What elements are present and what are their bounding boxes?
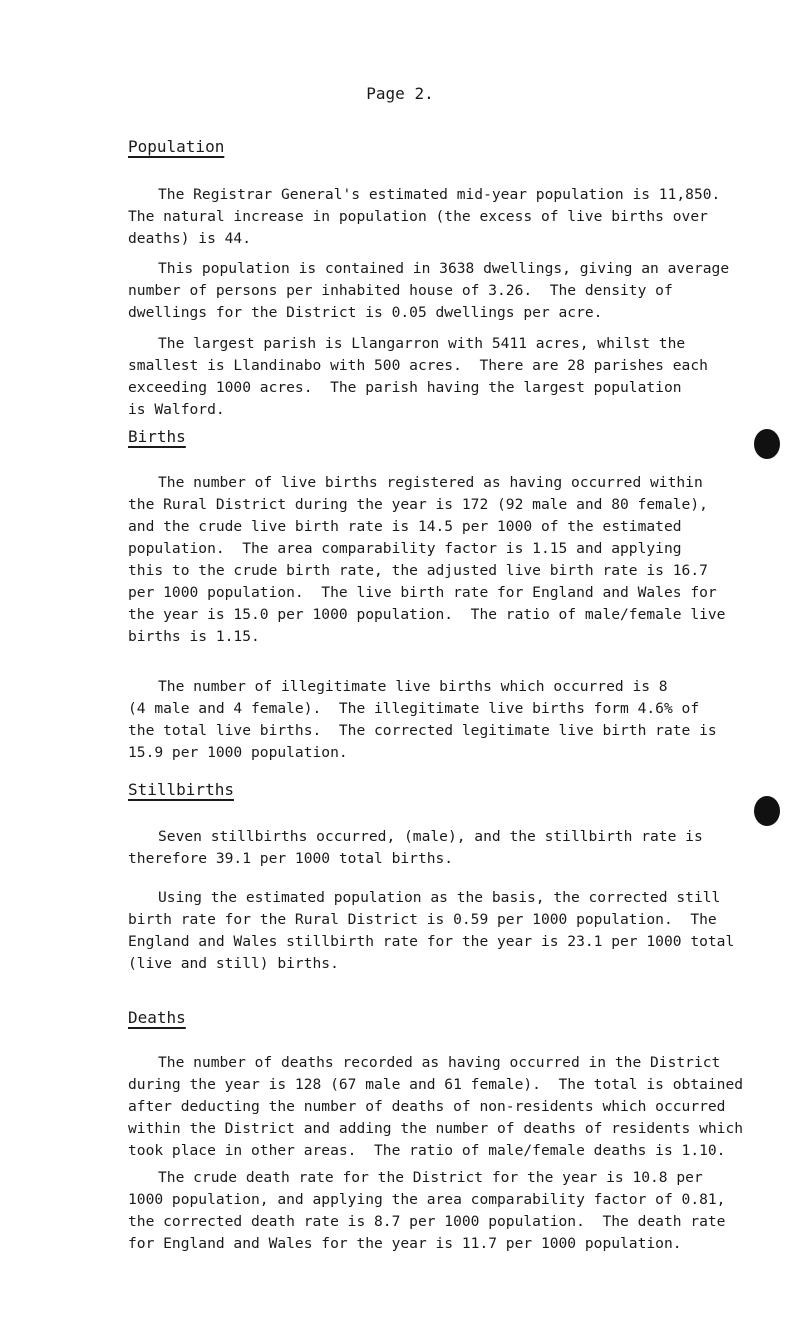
population-paragraph-3 (128, 333, 800, 421)
paragraph-line: The number of illegitimate live births which occurred is 8 (158, 678, 668, 695)
paragraph-line: Using the estimated population as the basis, the corrected still (158, 889, 721, 906)
paragraph-line: The number of deaths recorded as having occurred in the District (158, 1054, 721, 1071)
paragraph-line: 15.9 per 1000 population. (128, 744, 348, 761)
paragraph-line: the total live births. The corrected legitimate live birth rate is (128, 722, 717, 739)
paragraph-line: births is 1.15. (128, 628, 260, 645)
paragraph-line: This population is contained in 3638 dwellings, giving an average (158, 260, 730, 277)
paragraph-line: (4 male and 4 female). The illegitimate live births form 4.6% of (128, 700, 700, 717)
paragraph-line: birth rate for the Rural District is 0.59 per 1000 population. The (128, 911, 717, 928)
paragraph-text (128, 1052, 800, 1162)
births-paragraph-2 (128, 676, 800, 764)
paragraph-line: during the year is 128 (67 male and 61 female). The total is obtained (128, 1076, 744, 1093)
paragraph-line: 1000 population, and applying the area comparability factor of 0.81, (128, 1191, 726, 1208)
paragraph-text (128, 472, 800, 648)
paragraph-text (128, 826, 800, 870)
paragraph-line: The crude death rate for the District for the year is 10.8 per (158, 1169, 703, 1186)
paragraph-line: (live and still) births. (128, 955, 339, 972)
paragraph-line: smallest is Llandinabo with 500 acres. There are 28 parishes each (128, 357, 708, 374)
paragraph-line: exceeding 1000 acres. The parish having the largest population (128, 379, 682, 396)
punch-hole-mark (754, 796, 780, 826)
paragraph-line: the corrected death rate is 8.7 per 1000 population. The death rate (128, 1213, 726, 1230)
births-heading-block (128, 427, 788, 446)
paragraph-text (128, 333, 800, 421)
paragraph-line: The number of live births registered as having occurred within (158, 474, 703, 491)
deaths-paragraph-2 (128, 1167, 800, 1255)
paragraph-line: The Registrar General's estimated mid-year population is 11,850. (158, 186, 721, 203)
paragraph-line: after deducting the number of deaths of non-residents which occurred (128, 1098, 726, 1115)
punch-hole-mark (754, 429, 780, 459)
population-heading-block (128, 137, 788, 156)
paragraph-text (128, 258, 800, 324)
paragraph-line: within the District and adding the number of deaths of residents which (128, 1120, 744, 1137)
paragraph-line: Seven stillbirths occurred, (male), and the stillbirth rate is (158, 828, 703, 845)
paragraph-line: and the crude live birth rate is 14.5 per 1000 of the estimated (128, 518, 682, 535)
paragraph-line: The largest parish is Llangarron with 5411 acres, whilst the (158, 335, 686, 352)
page-number: Page 2. (366, 84, 434, 103)
stillbirths-heading: Stillbirths (128, 780, 234, 799)
paragraph-line: this to the crude birth rate, the adjusted live birth rate is 16.7 (128, 562, 708, 579)
paragraph-text (128, 1167, 800, 1255)
paragraph-line: deaths) is 44. (128, 230, 252, 247)
paragraph-line: number of persons per inhabited house of 3.26. The density of (128, 282, 673, 299)
paragraph-line: per 1000 population. The live birth rate for England and Wales for (128, 584, 717, 601)
births-paragraph-1 (128, 472, 800, 648)
stillbirths-paragraph-2 (128, 887, 800, 975)
paragraph-line: England and Wales stillbirth rate for the year is 23.1 per 1000 total (128, 933, 735, 950)
paragraph-text (128, 887, 800, 975)
paragraph-line: population. The area comparability factor is 1.15 and applying (128, 540, 682, 557)
deaths-paragraph-1 (128, 1052, 800, 1162)
paragraph-line: therefore 39.1 per 1000 total births. (128, 850, 454, 867)
deaths-heading: Deaths (128, 1008, 186, 1027)
paragraph-text (128, 676, 800, 764)
population-paragraph-1 (128, 184, 800, 250)
paragraph-line: The natural increase in population (the excess of live births over (128, 208, 708, 225)
deaths-heading-block (128, 1008, 788, 1027)
paragraph-line: dwellings for the District is 0.05 dwellings per acre. (128, 304, 603, 321)
population-paragraph-2 (128, 258, 800, 324)
paragraph-line: the year is 15.0 per 1000 population. The ratio of male/female live (128, 606, 726, 623)
stillbirths-paragraph-1 (128, 826, 800, 870)
births-heading: Births (128, 427, 186, 446)
stillbirths-heading-block (128, 780, 788, 799)
paragraph-line: for England and Wales for the year is 11.7 per 1000 population. (128, 1235, 682, 1252)
population-heading: Population (128, 137, 225, 156)
paragraph-line: is Walford. (128, 401, 225, 418)
paragraph-line: the Rural District during the year is 172 (92 male and 80 female), (128, 496, 708, 513)
paragraph-text (128, 184, 800, 250)
paragraph-line: took place in other areas. The ratio of male/female deaths is 1.10. (128, 1142, 726, 1159)
